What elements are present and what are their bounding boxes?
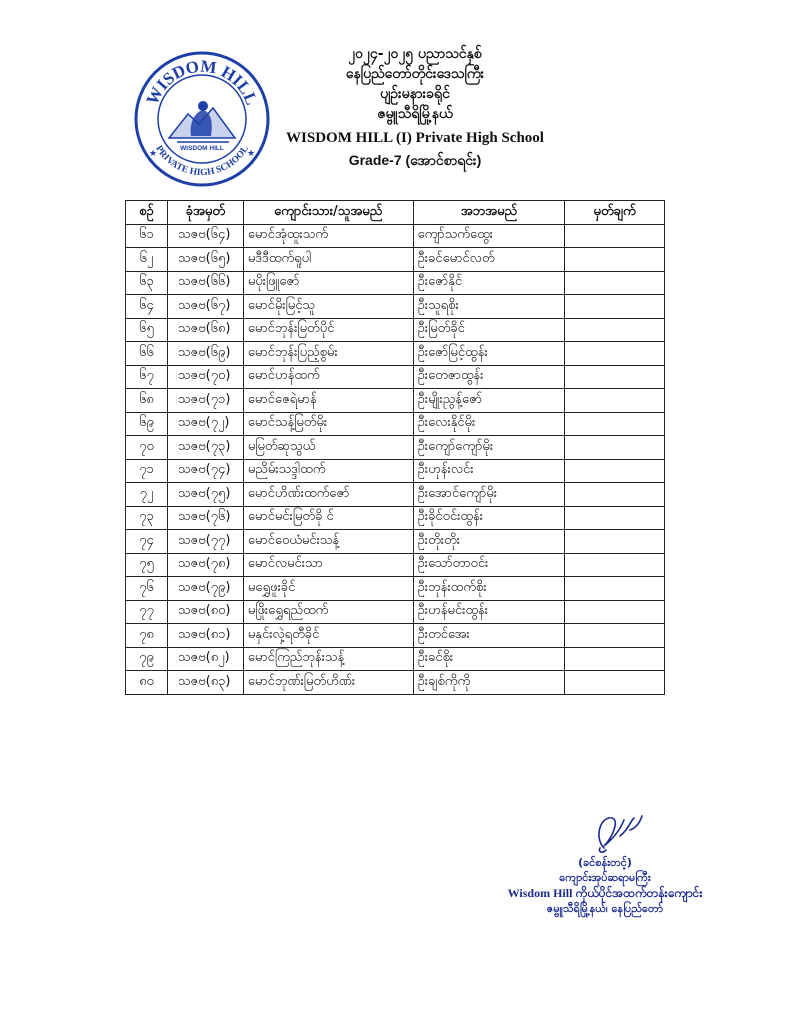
grade-title: Grade-7 (အောင်စာရင်း): [348, 152, 482, 168]
seat-no-cell: သဇဗ(၇၂): [167, 412, 243, 436]
district-name: ပျဉ်းမနားခရိုင်: [380, 86, 450, 102]
remark-cell: [565, 365, 665, 389]
father-name-cell: ဦးသူရစိုး: [413, 295, 565, 319]
father-name-cell: ဦးတင်အေး: [413, 624, 565, 648]
seat-no-cell: သဇဗ(၇၆): [167, 506, 243, 530]
table-row: [126, 295, 665, 319]
student-name-cell: မရွှေဖူးခိုင်: [243, 577, 413, 601]
table-row: [126, 600, 665, 624]
remark-cell: [565, 459, 665, 483]
township-name: ဇမ္ဗူသီရိမြို့နယ်: [377, 106, 453, 122]
father-name-cell: ဦးကျော်ကျော်မိုး: [413, 436, 565, 460]
student-name-cell: မောင်မိုးမြင့်သူ: [243, 295, 413, 319]
remark-cell: [565, 483, 665, 507]
serial-cell: ၆၈: [126, 389, 168, 413]
serial-cell: ၇၉: [126, 647, 168, 671]
student-name-cell: မနှင်းလှဲ့ရတီခိုင်: [243, 624, 413, 648]
serial-cell: ၈၀: [126, 671, 168, 695]
signatory-title: ကျောင်းအုပ်ဆရာမကြီး: [559, 871, 651, 884]
logo-top-text: WISDOM HILL: [142, 56, 262, 108]
header-serial: စဉ်: [126, 201, 168, 225]
logo-emblem: [169, 101, 235, 152]
table-row: [126, 389, 665, 413]
logo-bottom-text: PRIVATE HIGH SCHOOL: [153, 144, 251, 179]
remark-cell: [565, 436, 665, 460]
seat-no-cell: သဇဗ(၆၅): [167, 248, 243, 272]
remark-cell: [565, 647, 665, 671]
serial-cell: ၇၆: [126, 577, 168, 601]
serial-cell: ၇၀: [126, 436, 168, 460]
remark-cell: [565, 624, 665, 648]
student-name-cell: မောင်ကြည်ဘုန်းသန့်: [243, 647, 413, 671]
seat-no-cell: သဇဗ(၆၈): [167, 318, 243, 342]
father-name-cell: ဦးဟန်မင်းထွန်း: [413, 600, 565, 624]
remark-cell: [565, 318, 665, 342]
table-header-row: [126, 201, 665, 225]
serial-cell: ၇၈: [126, 624, 168, 648]
student-name-cell: မောင်အုံထူးသက်: [243, 224, 413, 248]
serial-cell: ၆၃: [126, 271, 168, 295]
remark-cell: [565, 577, 665, 601]
serial-cell: ၇၁: [126, 459, 168, 483]
father-name-cell: ဦးဟုန်းလင်း: [413, 459, 565, 483]
school-name: WISDOM HILL (I) Private High School: [286, 130, 544, 146]
father-name-cell: ဦးဇော်နိုင်: [413, 271, 565, 295]
serial-cell: ၆၇: [126, 365, 168, 389]
remark-cell: [565, 553, 665, 577]
table-row: [126, 624, 665, 648]
remark-cell: [565, 389, 665, 413]
table-row: [126, 318, 665, 342]
father-name-cell: ဦးလေးနိုင်မိုး: [413, 412, 565, 436]
father-name-cell: ဦးခိုင်ဝင်းထွန်း: [413, 506, 565, 530]
remark-cell: [565, 248, 665, 272]
father-name-cell: ဦးချစ်ကိုကို: [413, 671, 565, 695]
seat-no-cell: သဇဗ(၇၉): [167, 577, 243, 601]
table-row: [126, 530, 665, 554]
signatory-location: ဇမ္ဗူသီရိမြို့နယ်၊ နေပြည်တော်: [546, 902, 664, 915]
remark-cell: [565, 506, 665, 530]
seat-no-cell: သဇဗ(၆၆): [167, 271, 243, 295]
father-name-cell: ဦးမျိုးညွန့်ဇော်: [413, 389, 565, 413]
table-row: [126, 224, 665, 248]
student-name-cell: မောင်ဘုန်းပြည့်စွမ်း: [243, 342, 413, 366]
remark-cell: [565, 224, 665, 248]
seat-no-cell: သဇဗ(၆၄): [167, 224, 243, 248]
table-row: [126, 436, 665, 460]
student-name-cell: မောင်ဝေယံမင်းသန့်: [243, 530, 413, 554]
header-seat-no: ခုံအမှတ်: [167, 201, 243, 225]
father-name-cell: ဦးခင်စိုး: [413, 647, 565, 671]
table-row: [126, 342, 665, 366]
father-name-cell: ဦးအောင်ကျော်မိုး: [413, 483, 565, 507]
seat-no-cell: သဇဗ(၈၀): [167, 600, 243, 624]
student-name-cell: မောင်လမင်းသာ: [243, 553, 413, 577]
seat-no-cell: သဇဗ(၇၁): [167, 389, 243, 413]
signatory-school: Wisdom Hill ကိုယ်ပိုင်အထက်တန်းကျောင်း: [507, 886, 703, 900]
result-table: [125, 200, 665, 695]
father-name-cell: ကျော်သက်ထွေး: [413, 224, 565, 248]
serial-cell: ၆၅: [126, 318, 168, 342]
seat-no-cell: သဇဗ(၈၃): [167, 671, 243, 695]
student-name-cell: မောင်ဇေရဲမာန်: [243, 389, 413, 413]
father-name-cell: ဦးသော်တာဝင်း: [413, 553, 565, 577]
student-name-cell: မောင်ဘုဏ်းမြတ်ဟိဏ်း: [243, 671, 413, 695]
father-name-cell: ဦးတေဇာထွန်း: [413, 365, 565, 389]
table-row: [126, 506, 665, 530]
father-name-cell: ဦးဘုန်းထက်စိုး: [413, 577, 565, 601]
logo-star-icon: ★: [149, 149, 158, 159]
signatory-name: (ခင်စန်းတင့်): [578, 856, 632, 869]
seat-no-cell: သဇဗ(၇၈): [167, 553, 243, 577]
serial-cell: ၆၆: [126, 342, 168, 366]
seat-no-cell: သဇဗ(၇၄): [167, 459, 243, 483]
table-row: [126, 365, 665, 389]
seat-no-cell: သဇဗ(၈၁): [167, 624, 243, 648]
serial-cell: ၇၇: [126, 600, 168, 624]
remark-cell: [565, 412, 665, 436]
table-row: [126, 483, 665, 507]
remark-cell: [565, 530, 665, 554]
student-name-cell: မဖြိုးရွှေရည်ထက်: [243, 600, 413, 624]
header-father-name: အဘအမည်: [413, 201, 565, 225]
remark-cell: [565, 271, 665, 295]
student-name-cell: မဒီဒီထက်ရူပါ: [243, 248, 413, 272]
serial-cell: ၆၁: [126, 224, 168, 248]
svg-text:WISDOM HILL: [143, 56, 262, 107]
table-row: [126, 271, 665, 295]
seat-no-cell: သဇဗ(၇၅): [167, 483, 243, 507]
academic-year: ၂၀၂၄-၂၀၂၅ ပညာသင်နှစ်: [348, 46, 482, 62]
student-name-cell: မောင်ဟန်ထက်: [243, 365, 413, 389]
table-row: [126, 459, 665, 483]
table-row: [126, 248, 665, 272]
table-row: [126, 577, 665, 601]
table-row: [126, 671, 665, 695]
seat-no-cell: သဇဗ(၆၇): [167, 295, 243, 319]
student-name-cell: မပိုးဖြူဇော်: [243, 271, 413, 295]
father-name-cell: ဦးမြတ်ခိုင်: [413, 318, 565, 342]
serial-cell: ၆၉: [126, 412, 168, 436]
student-name-cell: မောင်ဟိဏ်းထက်ဇော်: [243, 483, 413, 507]
student-name-cell: မောင်ဘုန်းမြတ်ပိုင်: [243, 318, 413, 342]
student-name-cell: မမြတ်ဆုသွယ်: [243, 436, 413, 460]
logo-star-icon: ★: [247, 149, 256, 159]
region-name: နေပြည်တော်တိုင်းဒေသကြီး: [345, 66, 485, 82]
table-row: [126, 647, 665, 671]
serial-cell: ၆၄: [126, 295, 168, 319]
header-student-name: ကျောင်းသား/သူအမည်: [243, 201, 413, 225]
document-header: [250, 44, 580, 170]
seat-no-cell: သဇဗ(၇၀): [167, 365, 243, 389]
logo-inner-text: WISDOM HILL: [180, 145, 224, 152]
signature-mark: [590, 808, 650, 856]
remark-cell: [565, 671, 665, 695]
serial-cell: ၇၅: [126, 553, 168, 577]
remark-cell: [565, 342, 665, 366]
father-name-cell: ဦးဇော်မြင့်ထွန်း: [413, 342, 565, 366]
father-name-cell: ဦးခင်မောင်လတ်: [413, 248, 565, 272]
remark-cell: [565, 600, 665, 624]
serial-cell: ၇၂: [126, 483, 168, 507]
student-name-cell: မောင်မင်းမြတ်ခို င်: [243, 506, 413, 530]
remark-cell: [565, 295, 665, 319]
seat-no-cell: သဇဗ(၈၂): [167, 647, 243, 671]
father-name-cell: ဦးတိုးတိုး: [413, 530, 565, 554]
table-row: [126, 412, 665, 436]
seat-no-cell: သဇဗ(၇၃): [167, 436, 243, 460]
student-name-cell: မောင်သန့်မြတ်မိုး: [243, 412, 413, 436]
signature-block: [470, 855, 740, 916]
seat-no-cell: သဇဗ(၇၇): [167, 530, 243, 554]
serial-cell: ၇၃: [126, 506, 168, 530]
serial-cell: ၇၄: [126, 530, 168, 554]
student-name-cell: မညိမ်းသဒ္ဒါထက်: [243, 459, 413, 483]
serial-cell: ၆၂: [126, 248, 168, 272]
header-remark: မှတ်ချက်: [565, 201, 665, 225]
seat-no-cell: သဇဗ(၆၉): [167, 342, 243, 366]
table-row: [126, 553, 665, 577]
